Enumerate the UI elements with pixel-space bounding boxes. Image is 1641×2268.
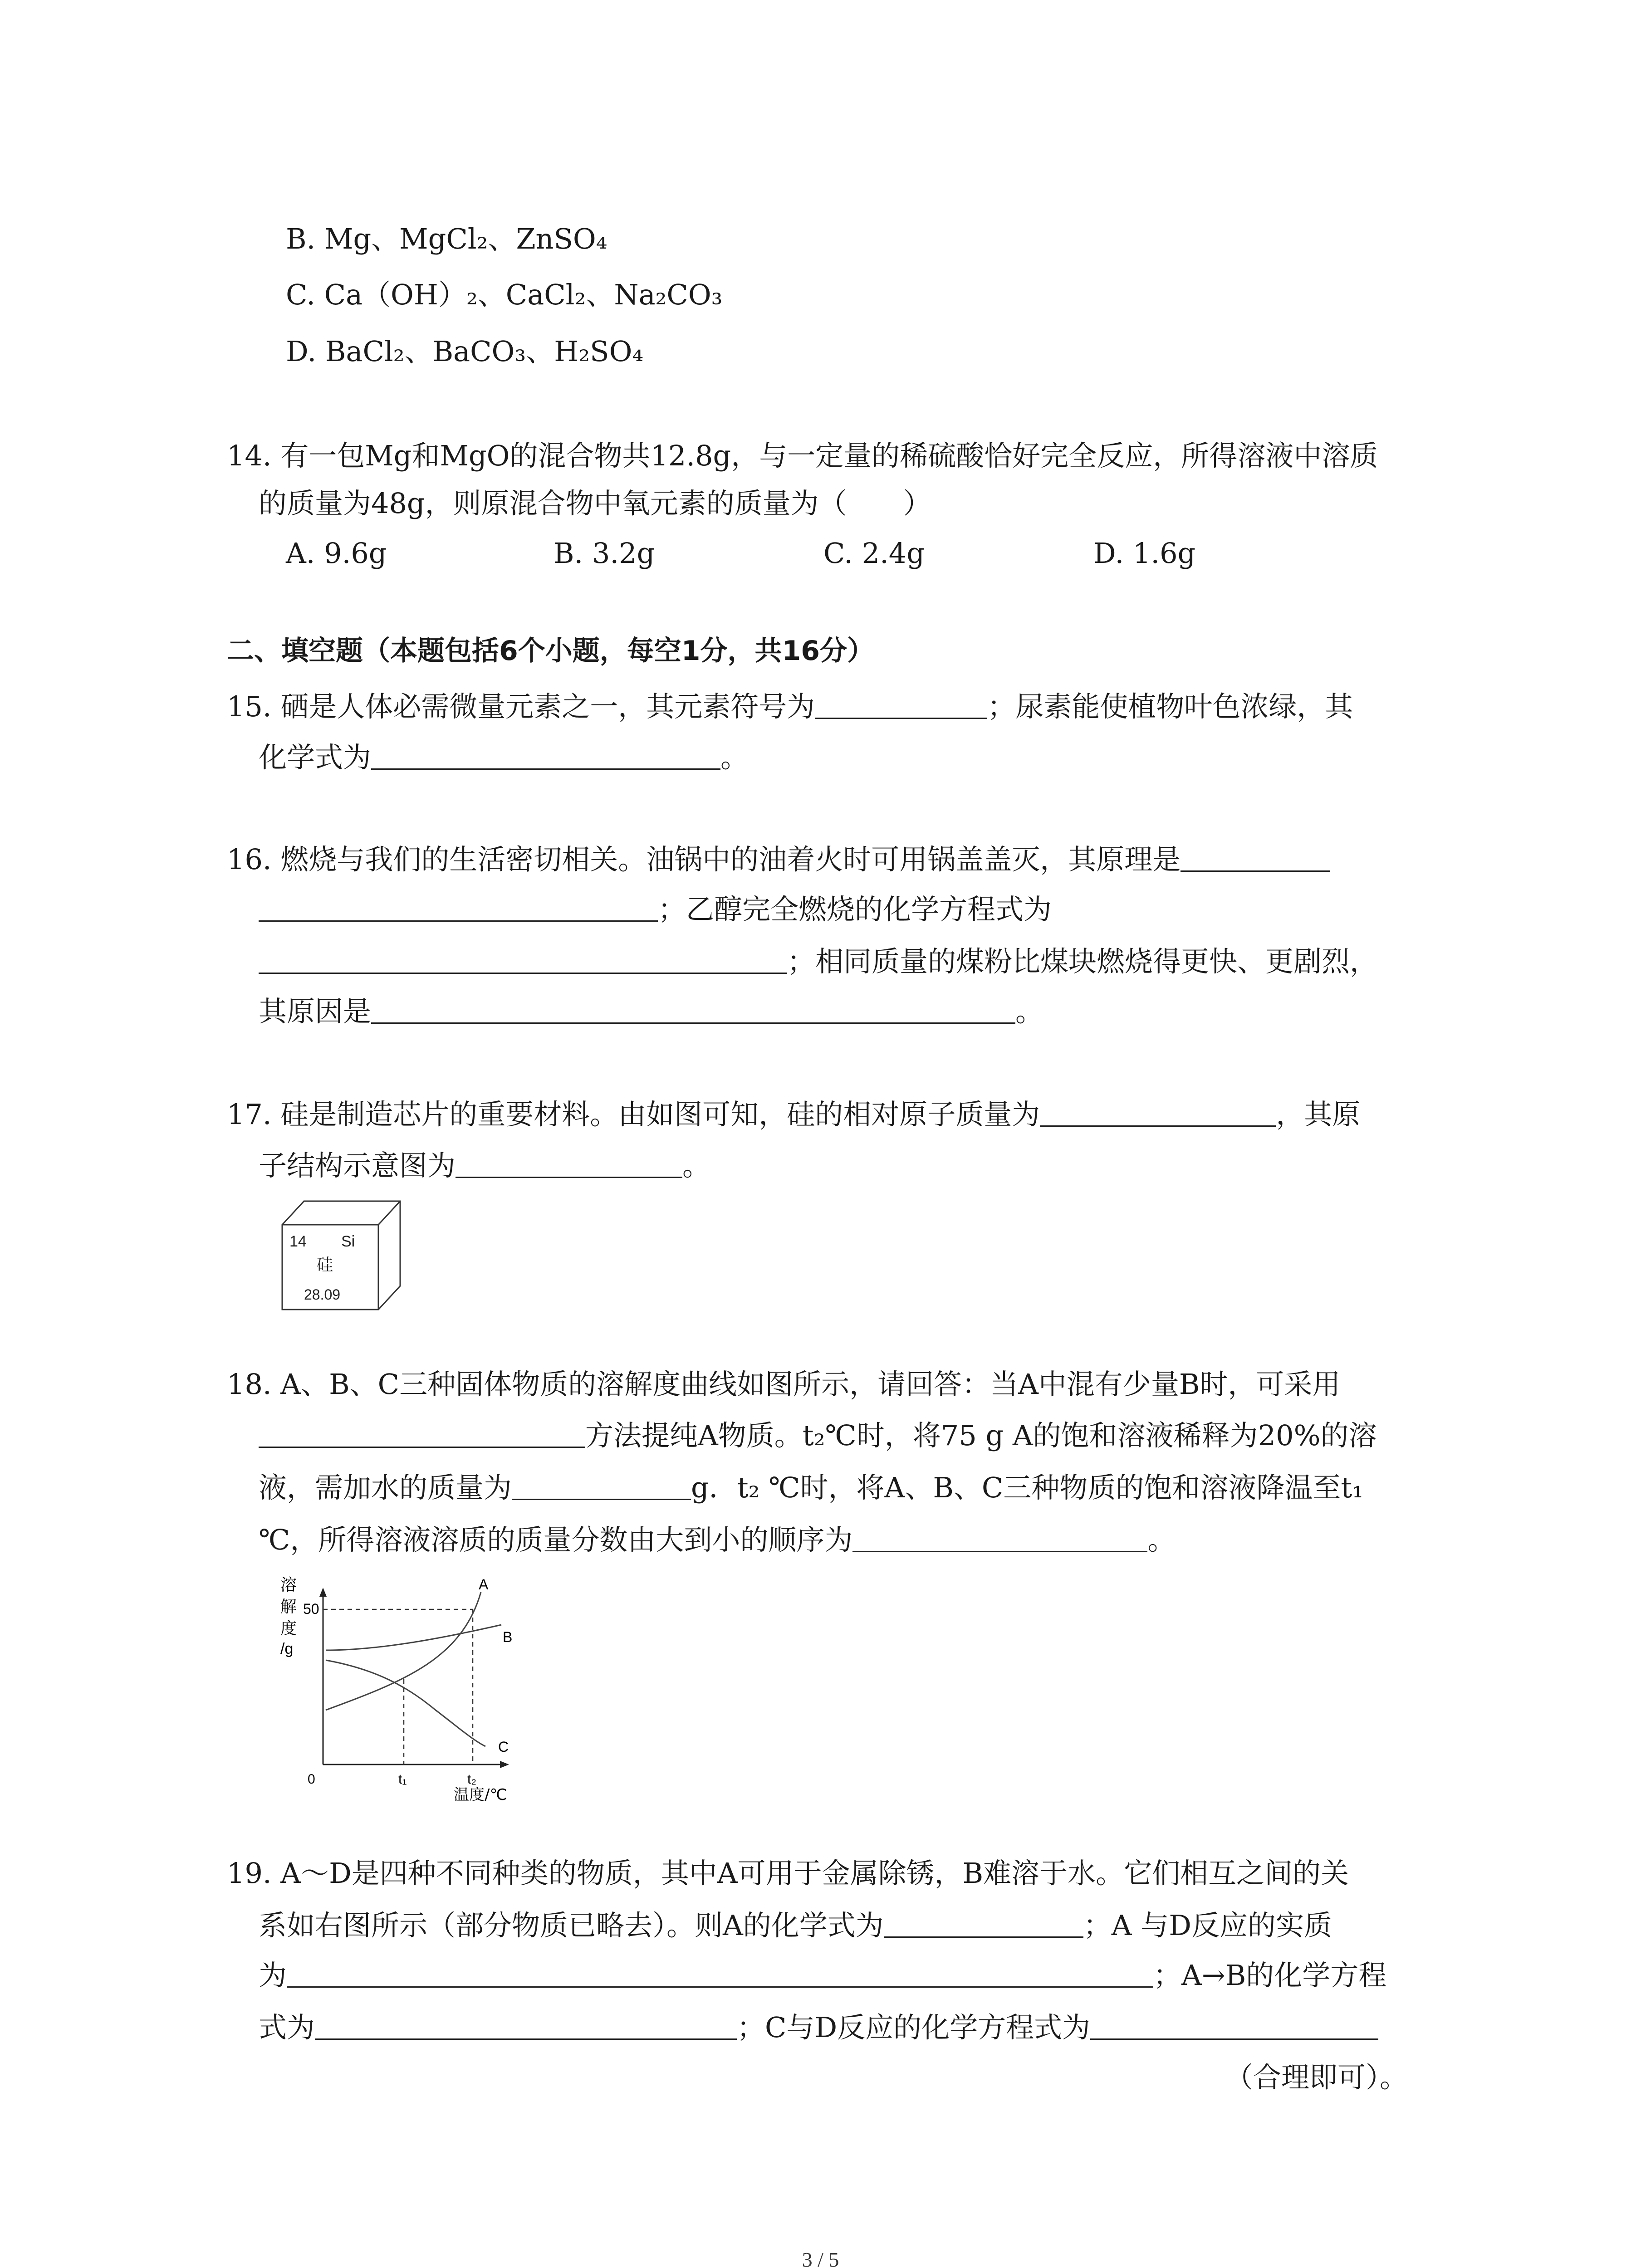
origin-label: 0 [308, 1772, 315, 1787]
page-number: 3 / 5 [802, 2248, 839, 2268]
q17-blank-1[interactable] [1040, 1098, 1276, 1127]
q19-line-4 [259, 2009, 1378, 2046]
y-label-4: /g [280, 1640, 294, 1657]
q16-line-1 [227, 841, 1330, 878]
q19-line-3 [259, 1957, 1386, 1994]
q18-blank-3[interactable] [852, 1524, 1147, 1552]
q18-text-4a: ℃，所得溶液溶质的质量分数由大到小的顺序为 [259, 1523, 853, 1556]
q16-text-4a: 其原因是 [259, 995, 372, 1028]
q19-blank-2[interactable] [287, 1959, 1153, 1988]
q17-line-1 [227, 1096, 1360, 1133]
y-axis-arrow [319, 1588, 327, 1597]
q18-blank-2[interactable] [512, 1471, 691, 1500]
q14-option-b: B. 3.2g [554, 537, 655, 570]
q17-line-2 [259, 1148, 710, 1184]
q14-option-c: C. 2.4g [823, 537, 925, 570]
q17-blank-2[interactable] [456, 1149, 682, 1178]
curve-b-label: B [503, 1629, 513, 1645]
q19-line-2 [259, 1907, 1332, 1944]
section-2-title: 二、填空题（本题包括6个小题，每空1分，共16分） [227, 635, 874, 667]
q18-text-2: 方法提纯A物质。t₂℃时，将75 g A的饱和溶液稀释为20%的溶 [585, 1419, 1377, 1452]
q14-line-1: 14. 有一包Mg和MgO的混合物共12.8g，与一定量的稀硫酸恰好完全反应，所得溶液中溶质 [227, 439, 1378, 472]
y-label-3: 度 [280, 1619, 297, 1638]
curve-b [326, 1625, 501, 1650]
q19-text-2b: ；A 与D反应的实质 [1083, 1909, 1332, 1942]
q16-blank-1[interactable] [1181, 843, 1330, 872]
q19-text-4b: ；C与D反应的化学方程式为 [737, 2011, 1091, 2044]
q16-blank-1-cont[interactable] [259, 893, 658, 922]
curve-c-label: C [498, 1739, 509, 1755]
q17-text-1b: ，其原 [1276, 1098, 1361, 1131]
q16-text-1: 16. 燃烧与我们的生活密切相关。油锅中的油着火时可用锅盖盖灭，其原理是 [227, 843, 1181, 876]
q14-option-d: D. 1.6g [1093, 537, 1196, 570]
q13-option-c: C. Ca（OH）₂、CaCl₂、Na₂CO₃ [286, 278, 723, 311]
q14-line-2: 的质量为48g，则原混合物中氧元素的质量为（ ） [259, 487, 931, 520]
y-label-2: 解 [280, 1598, 297, 1616]
q19-text-2a: 系如右图所示（部分物质已略去）。则A的化学式为 [259, 1909, 884, 1942]
q15-blank-1[interactable] [815, 690, 987, 719]
q17-text-1a: 17. 硅是制造芯片的重要材料。由如图可知，硅的相对原子质量为 [227, 1098, 1040, 1131]
q15-line-1 [227, 689, 1353, 725]
q16-line-4 [259, 993, 1043, 1030]
y-tick-50: 50 [303, 1601, 319, 1617]
silicon-symbol: Si [341, 1233, 355, 1250]
q15-blank-2[interactable] [371, 741, 720, 770]
silicon-atomic-number: 14 [289, 1233, 307, 1250]
silicon-atomic-mass: 28.09 [304, 1286, 341, 1303]
silicon-name: 硅 [317, 1256, 333, 1274]
q19-text-4a: 式为 [259, 2011, 315, 2044]
silicon-cell-frame [281, 1198, 404, 1311]
q15-text-1a: 15. 硒是人体必需微量元素之一，其元素符号为 [227, 690, 815, 723]
q16-line-2 [259, 891, 1052, 928]
q16-blank-2[interactable] [259, 945, 787, 974]
q15-text-1b: ；尿素能使植物叶色浓绿，其 [987, 690, 1353, 723]
q19-line-1: 19. A～D是四种不同种类的物质，其中A可用于金属除锈，B难溶于水。它们相互之间的关 [227, 1857, 1349, 1890]
q16-text-2: ；乙醇完全燃烧的化学方程式为 [658, 893, 1052, 926]
q17-text-2b: 。 [682, 1149, 711, 1182]
q17-text-2a: 子结构示意图为 [259, 1149, 456, 1182]
q16-line-3 [259, 943, 1378, 980]
q15-line-2 [259, 739, 749, 776]
t1-label: t₁ [398, 1772, 407, 1787]
q16-text-3: ；相同质量的煤粉比煤块燃烧得更快、更剧烈， [787, 945, 1378, 978]
t2-label: t₂ [467, 1772, 476, 1787]
y-label-1: 溶 [280, 1576, 297, 1594]
q19-line-5: （合理即可）。 [1225, 2061, 1408, 2094]
q18-text-4b: 。 [1147, 1523, 1176, 1556]
q19-blank-1[interactable] [884, 1909, 1083, 1938]
q18-text-3a: 液，需加水的质量为 [259, 1471, 512, 1504]
q19-text-3b: ；A→B的化学方程 [1153, 1959, 1387, 1992]
solubility-curve-figure [272, 1574, 526, 1801]
silicon-element-cell [281, 1198, 404, 1311]
q19-blank-3[interactable] [315, 2011, 737, 2040]
x-axis-label: 温度/℃ [454, 1786, 507, 1801]
solubility-graph [272, 1574, 526, 1801]
curve-c [326, 1660, 485, 1746]
q16-text-4b: 。 [1015, 995, 1044, 1028]
q13-option-b: B. Mg、MgCl₂、ZnSO₄ [286, 222, 607, 255]
q15-text-2b: 。 [720, 741, 749, 774]
q13-option-d: D. BaCl₂、BaCO₃、H₂SO₄ [286, 335, 644, 368]
q15-text-2a: 化学式为 [259, 741, 372, 774]
q18-blank-1[interactable] [259, 1419, 585, 1448]
q18-line-1: 18. A、B、C三种固体物质的溶解度曲线如图所示，请回答：当A中混有少量B时，可采用 [227, 1368, 1341, 1401]
q16-blank-3[interactable] [371, 995, 1015, 1024]
q14-option-a: A. 9.6g [286, 537, 387, 570]
q18-line-4 [259, 1522, 1176, 1558]
x-axis-arrow [500, 1761, 509, 1768]
q19-text-3a: 为 [259, 1959, 287, 1992]
q18-line-3 [259, 1470, 1363, 1506]
q18-text-3b: g．t₂ ℃时，将A、B、C三种物质的饱和溶液降温至t₁ [691, 1471, 1364, 1504]
q19-blank-4[interactable] [1090, 2011, 1378, 2040]
q18-line-2 [259, 1418, 1376, 1454]
curve-a-label: A [479, 1576, 489, 1593]
